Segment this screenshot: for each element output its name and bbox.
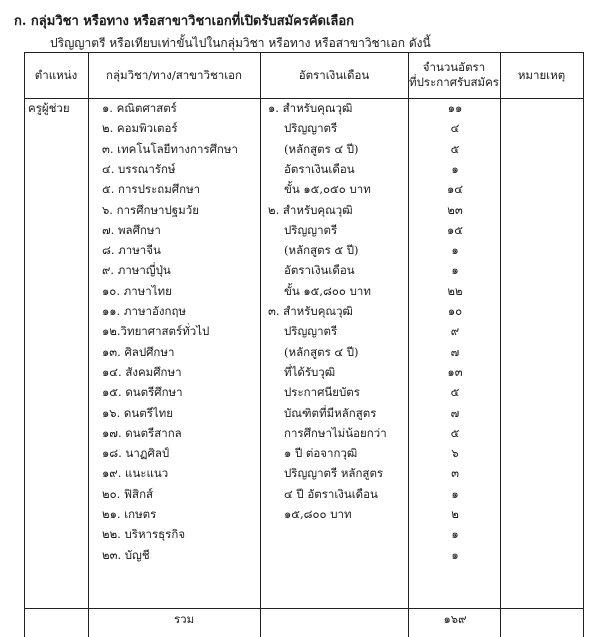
header-salary: อัตราเงินเดือน [298,67,370,82]
count-value: ๕ [450,425,460,440]
salary-line: บัณฑิตที่มีหลักสูตร [284,405,377,420]
header-position: ตำแหน่ง [34,67,78,82]
subject-item: ๒. คอมพิวเตอร์ [102,121,178,136]
salary-line: (หลักสูตร ๔ ปี) [284,141,359,156]
subject-item: ๑๙. แนะแนว [102,466,169,481]
count-value: ๑๔ [446,182,463,197]
count-value: ๙ [450,324,460,339]
count-value: ๓ [451,466,459,481]
salary-line: ประกาศนียบัตร [284,385,360,400]
count-value: ๔ [450,121,460,136]
salary-line: ขั้น ๑๕,๐๕๐ บาท [284,182,371,197]
subject-item: ๑๕. ดนตรีศึกษา [102,385,183,400]
count-value: ๑ [451,263,459,278]
subject-item: ๒๑. เกษตร [102,507,157,521]
subject-item: ๑๒.วิทยาศาสตร์ทั่วไป [102,324,210,339]
count-value: ๑ [451,161,459,176]
subject-item: ๒๓. บัญชี [102,547,150,562]
subject-item: ๒๐. ฟิสิกส์ [102,486,154,501]
salary-line: ปริญญาตรี [284,121,338,136]
salary-line: ปริญญาตรี [284,222,338,237]
header-count-line1: จำนวนอัตรา [422,60,486,74]
salary-line: ๑ ปี ต่อจากวุฒิ [284,446,358,461]
count-value: ๑ [451,243,459,258]
salary-line: ๔ ปี อัตราเงินเดือน [284,486,378,501]
count-value: ๑ [451,527,459,542]
subject-item: ๑. คณิตศาสตร์ [102,101,177,115]
salary-line: ที่ได้รับวุฒิ [284,364,336,379]
salary-line: การศึกษาไม่น้อยกว่า [284,425,387,440]
header-remark: หมายเหตุ [517,67,566,82]
subject-item: ๖. การศึกษาปฐมวัย [102,202,199,217]
section-subheading: ปริญญาตรี หรือเทียบเท่าขั้นไปในกลุ่มวิชา หรือทาง หรือสาขาวิชาเอก ดังนี้ [50,36,431,50]
count-value: ๑๓ [447,364,463,379]
position-cell: ครูผู้ช่วย [28,101,70,115]
subject-item: ๕. การประถมศึกษา [102,182,201,197]
salary-line: ปริญญาตรี หลักสูตร [284,466,384,481]
count-value: ๑๐ [447,304,463,318]
header-count [408,52,500,98]
count-value: ๑๕ [446,222,463,237]
salary-line: ๑๕,๘๐๐ บาท [284,507,352,521]
subject-item: ๑๔. สังคมศึกษา [102,364,182,379]
count-value: ๑๑ [447,101,463,115]
salary-line: อัตราเงินเดือน [284,263,355,278]
salary-line: (หลักสูตร ๕ ปี) [284,243,359,258]
subject-item: ๑๘. นาฏศิลป์ [102,446,170,461]
count-value: ๗ [450,344,460,359]
salary-line: ๒. สำหรับคุณวุฒิ [268,202,353,217]
count-value: ๕ [450,385,460,400]
count-value: ๗ [450,405,460,420]
subject-item: ๑๗. ดนตรีสากล [102,425,182,440]
salary-line: (หลักสูตร ๔ ปี) [284,344,359,359]
count-value: ๑ [451,547,459,562]
positions-table [24,52,584,637]
count-value: ๖ [451,446,459,461]
count-value: ๒๓ [447,202,463,217]
subject-item: ๒๒. บริหารธุรกิจ [102,527,186,542]
count-value: ๒๒ [447,283,463,298]
header-subject: กลุ่มวิชา/ทาง/สาขาวิชาเอก [105,67,243,82]
salary-line: อัตราเงินเดือน [284,161,355,176]
total-value: ๑๖๙ [443,612,467,626]
salary-line: ขั้น ๑๕,๘๐๐ บาท [284,283,371,298]
subject-item: ๗. พลศึกษา [102,222,161,237]
subject-item: ๑๐. ภาษาไทย [102,283,172,298]
salary-line: ๓. สำหรับคุณวุฒิ [268,304,353,318]
salary-line: ปริญญาตรี [284,324,338,339]
count-value: ๑ [451,486,459,501]
subject-item: ๑๑. ภาษาอังกฤษ [102,304,187,318]
header-count-line2: ที่ประกาศรับสมัคร [409,75,499,89]
subject-item: ๙. ภาษาญี่ปุ่น [102,263,171,278]
count-value: ๕ [450,141,460,156]
subject-item: ๓. เทคโนโลยีทางการศึกษา [102,141,238,156]
count-value: ๒ [451,507,459,521]
salary-line: ๑. สำหรับคุณวุฒิ [268,101,353,115]
subject-item: ๘. ภาษาจีน [102,243,161,258]
section-heading: ก. กลุ่มวิชา หรือทาง หรือสาขาวิชาเอกที่เปิดรับสมัครคัดเลือก [14,14,355,29]
total-label: รวม [174,612,195,626]
subject-item: ๑๖. ดนตรีไทย [102,405,173,420]
subject-item: ๔. บรรณารักษ์ [102,161,176,176]
subject-item: ๑๓. ศิลปศึกษา [102,344,175,359]
